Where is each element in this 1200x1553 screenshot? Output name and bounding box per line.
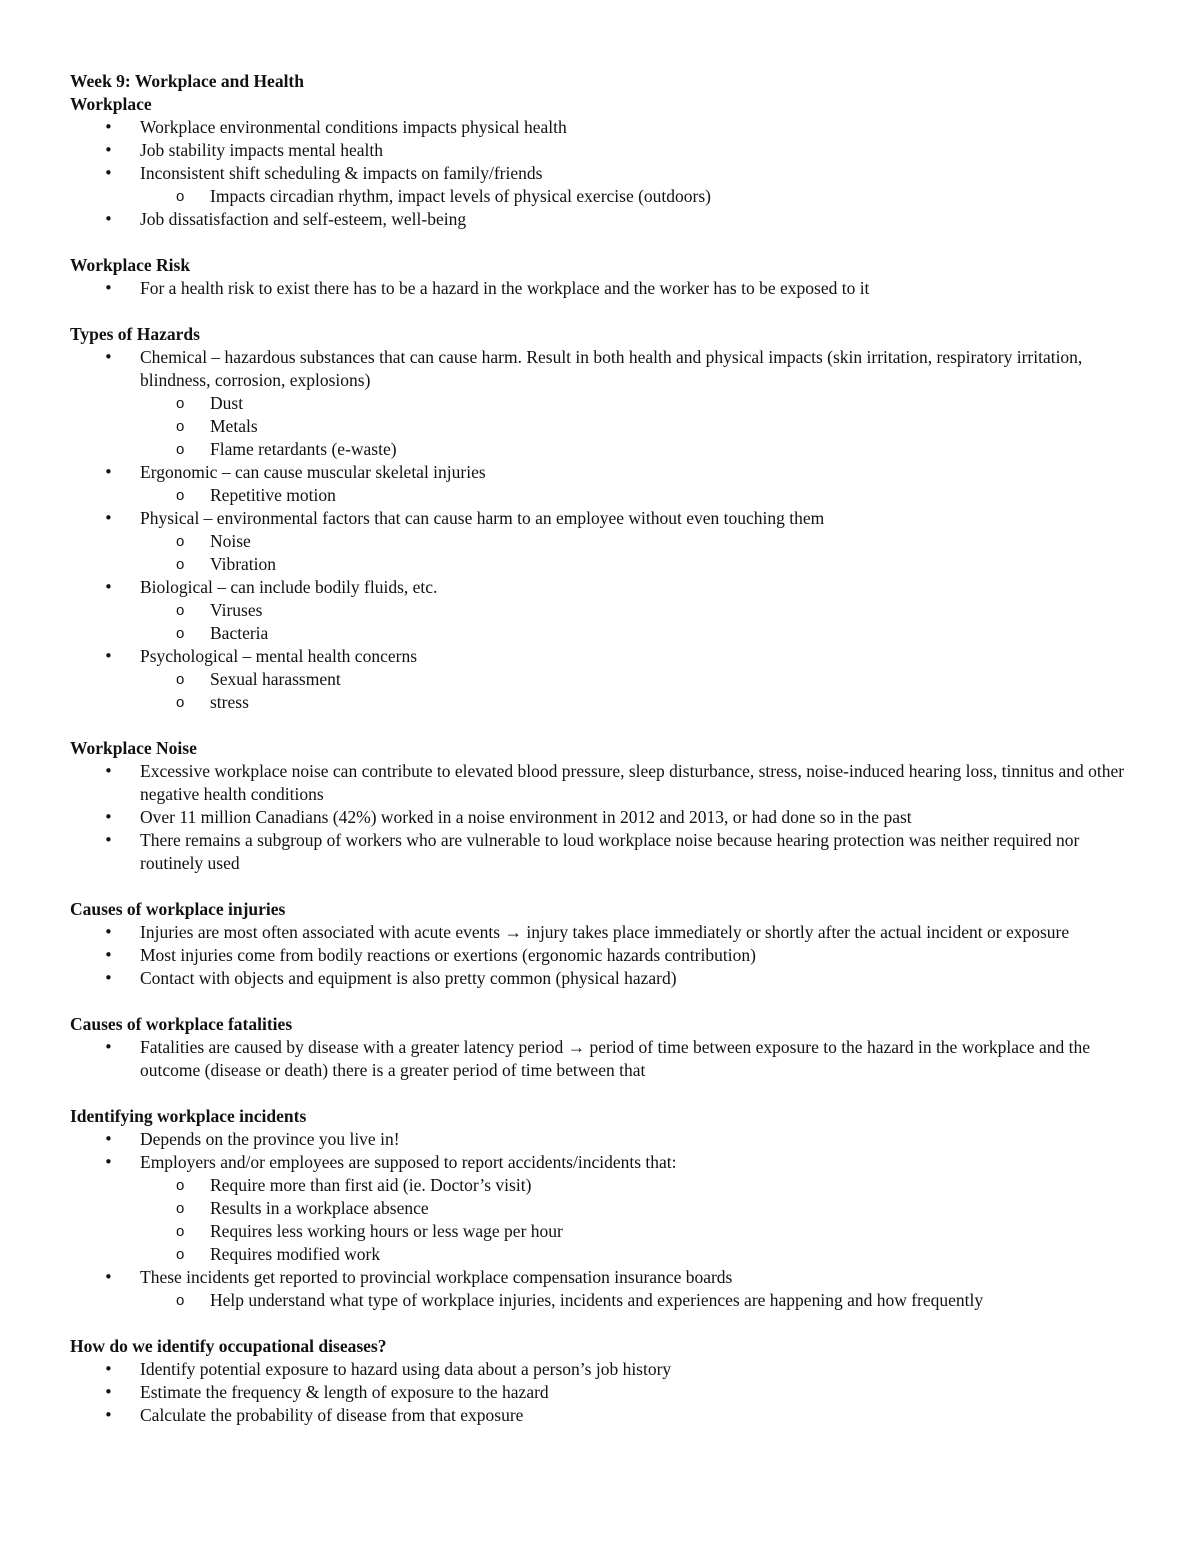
section-heading: Workplace Risk (70, 255, 191, 275)
bullet-item (70, 1036, 1130, 1082)
bullet-item (70, 921, 1130, 944)
document-page (70, 70, 1130, 1427)
bullet-item (70, 944, 1130, 967)
sub-bullet-list (140, 668, 1130, 714)
bullet-item (70, 645, 1130, 714)
bullet-text: Physical – environmental factors that can cause harm to an employee without even touching them (140, 508, 825, 528)
bullet-list (70, 760, 1130, 875)
section (70, 323, 1130, 714)
bullet-text: Estimate the frequency & length of exposure to the hazard (140, 1382, 549, 1402)
document-title: Week 9: Workplace and Health (70, 71, 304, 91)
bullet-text: There remains a subgroup of workers who are vulnerable to loud workplace noise because hearing protection was neither required nor routinely used (140, 830, 1080, 873)
bullet-text: Depends on the province you live in! (140, 1129, 400, 1149)
bullet-text: Inconsistent shift scheduling & impacts on family/friends (140, 163, 543, 183)
bullet-text: Fatalities are caused by disease with a greater latency period → period of time between exposure to the hazard in the workplace and the outcome (disease or death) there is a greater period of time between that (140, 1037, 1090, 1080)
bullet-text: Job dissatisfaction and self-esteem, well-being (140, 209, 467, 229)
bullet-list (70, 346, 1130, 714)
sub-bullet-item: o Impacts circadian rhythm, impact levels of physical exercise (outdoors) (140, 185, 1130, 208)
bullet-text: Calculate the probability of disease from that exposure (140, 1405, 524, 1425)
sub-bullet-item: o Bacteria (140, 622, 1130, 645)
bullet-item (70, 346, 1130, 461)
bullet-item (70, 507, 1130, 576)
bullet-text: Injuries are most often associated with acute events → injury takes place immediately or shortly after the actual incident or exposure (140, 922, 1070, 942)
section (70, 254, 1130, 300)
bullet-text: For a health risk to exist there has to be a hazard in the workplace and the worker has to be exposed to it (140, 278, 870, 298)
sub-bullet-item: o Flame retardants (e-waste) (140, 438, 1130, 461)
bullet-list (70, 116, 1130, 231)
sub-bullet-item: o Noise (140, 530, 1130, 553)
section-heading: How do we identify occupational diseases? (70, 1336, 387, 1356)
bullet-item (70, 967, 1130, 990)
section (70, 1335, 1130, 1427)
sub-bullet-item: o Help understand what type of workplace injuries, incidents and experiences are happening and how frequently (140, 1289, 1130, 1312)
sections-container (70, 93, 1130, 1427)
sub-bullet-item: o Repetitive motion (140, 484, 1130, 507)
bullet-text: Identify potential exposure to hazard using data about a person’s job history (140, 1359, 672, 1379)
bullet-list (70, 277, 1130, 300)
bullet-item (70, 208, 1130, 231)
bullet-text: Chemical – hazardous substances that can cause harm. Result in both health and physical impacts (skin irritation, respiratory irritation, blindness, corrosion, explosions) (140, 347, 1083, 390)
bullet-text: Employers and/or employees are supposed to report accidents/incidents that: (140, 1152, 677, 1172)
section (70, 737, 1130, 875)
bullet-text: Over 11 million Canadians (42%) worked in a noise environment in 2012 and 2013, or had done so in the past (140, 807, 912, 827)
sub-bullet-item: o Requires modified work (140, 1243, 1130, 1266)
bullet-text: Job stability impacts mental health (140, 140, 384, 160)
section-heading: Causes of workplace fatalities (70, 1014, 293, 1034)
bullet-item (70, 1404, 1130, 1427)
bullet-text: Excessive workplace noise can contribute to elevated blood pressure, sleep disturbance, stress, noise-induced hearing loss, tinnitus and other negative health conditions (140, 761, 1125, 804)
bullet-text: Contact with objects and equipment is also pretty common (physical hazard) (140, 968, 677, 988)
sub-bullet-list (140, 392, 1130, 461)
bullet-text: Most injuries come from bodily reactions or exertions (ergonomic hazards contribution) (140, 945, 756, 965)
bullet-item (70, 461, 1130, 507)
bullet-item (70, 139, 1130, 162)
bullet-list (70, 1128, 1130, 1312)
bullet-item (70, 829, 1130, 875)
bullet-item (70, 277, 1130, 300)
section (70, 1105, 1130, 1312)
bullet-item (70, 806, 1130, 829)
bullet-item (70, 116, 1130, 139)
bullet-item (70, 1151, 1130, 1266)
sub-bullet-item: o Require more than first aid (ie. Doctor’s visit) (140, 1174, 1130, 1197)
bullet-item (70, 1266, 1130, 1312)
section-heading: Types of Hazards (70, 324, 200, 344)
sub-bullet-list (140, 1289, 1130, 1312)
bullet-list (70, 921, 1130, 990)
bullet-list (70, 1036, 1130, 1082)
sub-bullet-item: o Dust (140, 392, 1130, 415)
sub-bullet-item: o Viruses (140, 599, 1130, 622)
bullet-item (70, 162, 1130, 208)
sub-bullet-item: o Results in a workplace absence (140, 1197, 1130, 1220)
bullet-text: Biological – can include bodily fluids, etc. (140, 577, 438, 597)
sub-bullet-list (140, 185, 1130, 208)
sub-bullet-list (140, 599, 1130, 645)
bullet-text: Psychological – mental health concerns (140, 646, 418, 666)
bullet-item (70, 760, 1130, 806)
sub-bullet-list (140, 484, 1130, 507)
section (70, 898, 1130, 990)
bullet-item (70, 1128, 1130, 1151)
section-heading: Causes of workplace injuries (70, 899, 286, 919)
sub-bullet-item: o Metals (140, 415, 1130, 438)
section-heading: Workplace Noise (70, 738, 197, 758)
sub-bullet-item: o Sexual harassment (140, 668, 1130, 691)
sub-bullet-item: o stress (140, 691, 1130, 714)
bullet-item (70, 1381, 1130, 1404)
section (70, 1013, 1130, 1082)
sub-bullet-list (140, 1174, 1130, 1266)
section-heading: Identifying workplace incidents (70, 1106, 307, 1126)
section-heading: Workplace (70, 94, 152, 114)
bullet-item (70, 576, 1130, 645)
section (70, 93, 1130, 231)
bullet-list (70, 1358, 1130, 1427)
bullet-item (70, 1358, 1130, 1381)
bullet-text: Ergonomic – can cause muscular skeletal injuries (140, 462, 486, 482)
sub-bullet-item: o Vibration (140, 553, 1130, 576)
sub-bullet-list (140, 530, 1130, 576)
sub-bullet-item: o Requires less working hours or less wage per hour (140, 1220, 1130, 1243)
bullet-text: These incidents get reported to provincial workplace compensation insurance boards (140, 1267, 733, 1287)
bullet-text: Workplace environmental conditions impacts physical health (140, 117, 567, 137)
